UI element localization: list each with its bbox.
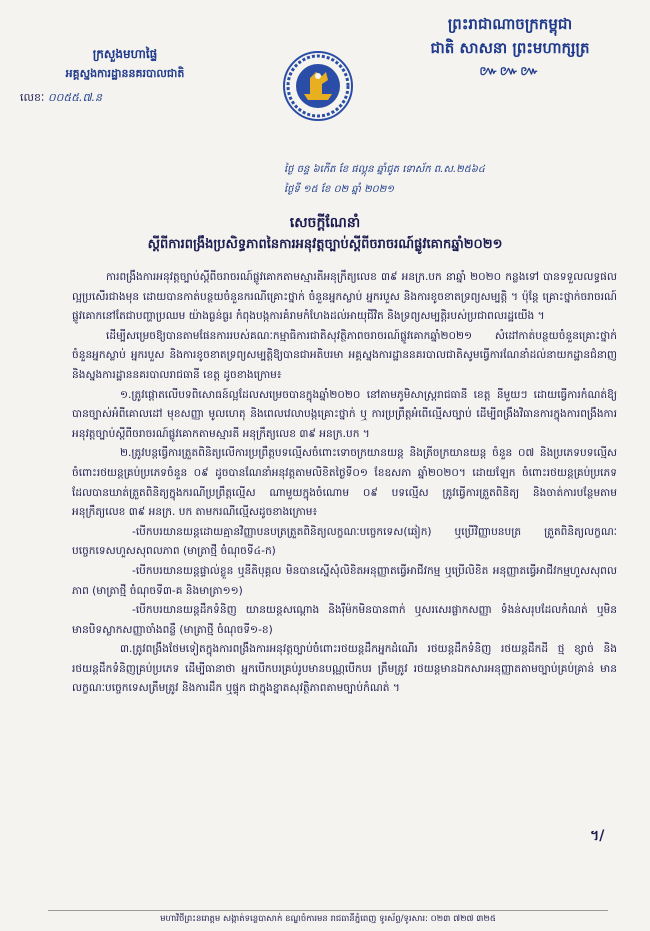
header-ornament: ៚៚៚ bbox=[479, 64, 541, 79]
document-body bbox=[72, 268, 617, 699]
reference-label: លេខៈ bbox=[20, 91, 45, 104]
ministry-header bbox=[20, 44, 230, 108]
title-heading: សេចក្តីណែនាំ bbox=[289, 215, 361, 231]
police-emblem-icon bbox=[282, 50, 354, 122]
lunar-date: ថ្ងៃ ចន្ទ ៦កើត ខែ ផល្គុន ឆ្នាំជូត ទោស័ក ព.ស.២៥៦៤ bbox=[284, 164, 485, 175]
paragraph-item-2: ២.ត្រូវបន្តធ្វើការត្រួតពិនិត្យលើការប្រព្រឹត្តបទល្មើសចំពោះទោចក្រយានយន្ត និងត្រីចក្រយានយន្ត ចំនួន ០៧ និងប្រភេទបទល្មើសចំពោះរថយន្តគ្រប់ប្រភេទចំនួន ០៩ ដូចបានណែនាំអនុវត្តតាមលិខិតថ្ងៃទី០១ ខែឧសភា ឆ្នាំ២០២០។ ដោយឡែក ចំពោះរថយន្តគ្រប់ប្រភេទ ដែលបានឃាត់ត្រួតពិនិត្យក្នុងករណីប្រព្រឹត្តល្មើស ណាមួយក្នុងចំណោម ០៩ បទល្មើស ត្រូវធ្វើការត្រួតពិនិត្យ និងចាត់ការបន្ថែមតាមអនុក្រឹត្យលេខ ៣៩ អនក្រ. បក តាមករណីល្មើសដូចខាងក្រោម៖ bbox=[72, 447, 617, 519]
title-subject: ស្តីពីការពង្រឹងប្រសិទ្ធភាពនៃការអនុវត្តច្បាប់ស្តីពីចរាចរណ៍ផ្លូវគោកឆ្នាំ២០២១ bbox=[147, 237, 503, 252]
bullet-item: -បើកបរយានយន្តផ្ទាល់ខ្លួន ឬនីតិបុគ្គល មិនបានស្នើសុំលិខិតអនុញ្ញាតធ្វើអាជីវកម្ម ឬប្រើលិខិត អនុញ្ញាតធ្វើអាជីវកម្មហួសសុពលភាព (មាត្រាថ្មី ចំណុចទី៣-គ និងមាត្រា១១) bbox=[72, 564, 617, 597]
bullet-item: -បើកបរយានយន្តដោយគ្មានវិញ្ញាបនបត្រត្រួតពិនិត្យលក្ខណៈបច្ចេកទេស(ឆៀក) ឬប្រើវិញ្ញាបនបត្រ ត្រួតពិនិត្យលក្ខណៈបច្ចេកទេសហួសសុពលភាព (មាត្រាថ្មី ចំណុចទី៤-ក) bbox=[72, 525, 617, 558]
bullet-item: -បើកបរយានយន្តដឹកទំនិញ យានយន្តសណ្តោង និងរ៉ឺម៉កមិនបានពាក់ ឬសរសេរផ្លាកសញ្ញា ទំងន់សរុបដែលកំណត់ ឬមិនមានបិទស្លាកសញ្ញាចាំងពន្លឺ (មាត្រាថ្មី ចំណុចទី១-ខ) bbox=[72, 604, 617, 636]
closing-mark: ។/ bbox=[590, 828, 605, 844]
gregorian-date: ថ្ងៃទី ១៥ ខែ ០២ ឆ្នាំ ២០២១ bbox=[284, 184, 394, 195]
date-block bbox=[284, 160, 584, 200]
department-name: អគ្គស្នងការដ្ឋាននគរបាលជាតិ bbox=[65, 67, 185, 80]
paragraph-item-1: ១.ត្រូវផ្តោតលើបទពិសោធន៍ល្អដែលសម្រេចបានក្នុងឆ្នាំ២០២០ នៅតាមភូមិសាស្ត្ររាជធានី ខេត្ត នីមួយៗ ដោយធ្វើការកំណត់ឱ្យបានច្បាស់អំពីគោលដៅ មុខសញ្ញា មូលហេតុ និងពេលវេលាបង្កគ្រោះថ្នាក់ ឬ ការប្រព្រឹត្តអំពើល្មើសច្បាប់ ដើម្បីពង្រឹងវិធានការក្នុងការពង្រឹងការអនុវត្តច្បាប់ស្តីពីចរាចរណ៍ផ្លូវគោកតាមស្មារតី អនុក្រឹត្យលេខ ៣៩ អនក្រ.បក ។ bbox=[72, 388, 617, 440]
kingdom-name: ព្រះរាជាណាចក្រកម្ពុជា bbox=[447, 15, 573, 33]
national-motto: ជាតិ សាសនា ព្រះមហាក្សត្រ bbox=[430, 39, 590, 57]
kingdom-header bbox=[410, 12, 610, 84]
document-title bbox=[40, 212, 610, 256]
page-footer: មហាវិថីព្រះនរោត្តម សង្កាត់ទន្លេបាសាក់ ខណ្ឌចំការមន រាជធានីភ្នំពេញ ទូរស័ព្ទ/ទូរសារ: ០២៣ ៧២៧ ៣២៥ bbox=[48, 910, 608, 926]
paragraph-purpose: ដើម្បីសម្រេចឱ្យបានតាមផែនការរបស់គណៈកម្មាធិការជាតិសុវត្ថិភាពចរាចរណ៍ផ្លូវគោកឆ្នាំ២០២១ សំដៅកាត់បន្ថយចំនួនគ្រោះថ្នាក់ ចំនួនអ្នកស្លាប់ អ្នករបួស និងការខូចខាតទ្រព្យសម្បត្តិឱ្យបានជាអតិបរមា អគ្គស្នងការដ្ឋាននគរបាលជាតិសូមធ្វើការណែនាំដល់នាយកដ្ឋានជំនាញ និងស្នងការដ្ឋាននគរបាលរាជធានី ខេត្ត ដូចខាងក្រោម៖ bbox=[72, 329, 617, 381]
paragraph-item-3: ៣.ត្រូវពង្រឹងថែមទៀតក្នុងការពង្រឹងការអនុវត្តច្បាប់ចំពោះរថយន្តដឹកអ្នកដំណើរ រថយន្តដឹកទំនិញ រថយន្តដឹកដី ថ្ម ខ្សាច់ និងរថយន្តដឹកទំនិញគ្រប់ប្រភេទ ដើម្បីធានាថា អ្នកបើកបរគ្រប់រូបមានបណ្ណបើកបរ ត្រឹមត្រូវ រថយន្តមានឯកសារអនុញ្ញាតតាមច្បាប់គ្រប់គ្រាន់ មានលក្ខណៈបច្ចេកទេសត្រឹមត្រូវ និងការដឹក ឬផ្ទុក ជាក្នុងខ្នាតសុវត្ថិភាពតាមច្បាប់កំណត់ ។ bbox=[72, 643, 617, 695]
reference-number bbox=[20, 88, 230, 108]
reference-value: ០០៥៥.៧.ន bbox=[47, 91, 102, 104]
paragraph-intro: ការពង្រឹងការអនុវត្តច្បាប់ស្តីពីចរាចរណ៍ផ្លូវគោកតាមស្មារតីអនុក្រឹត្យលេខ ៣៩ អនក្រ.បក នាឆ្នាំ ២០២០ កន្លងទៅ បានទទួលលទ្ធផលល្អប្រសើរជាងមុន ដោយបានកាត់បន្ថយចំនួនករណីគ្រោះថ្នាក់ ចំនួនអ្នកស្លាប់ អ្នករបួស និងការខូចខាតទ្រព្យសម្បត្តិ ។ ប៉ុន្តែ គ្រោះថ្នាក់ចរាចរណ៍ផ្លូវគោកនៅតែជាបញ្ហាប្រឈម យ៉ាងធ្ងន់ធ្ងរ កំពុងបង្កការគំរាមកំហែងដល់អាយុជីវិត និងទ្រព្យសម្បត្តិរបស់ប្រជាពលរដ្ឋយើង ។ bbox=[72, 271, 617, 323]
ministry-name: ក្រសួងមហាផ្ទៃ bbox=[92, 47, 158, 61]
